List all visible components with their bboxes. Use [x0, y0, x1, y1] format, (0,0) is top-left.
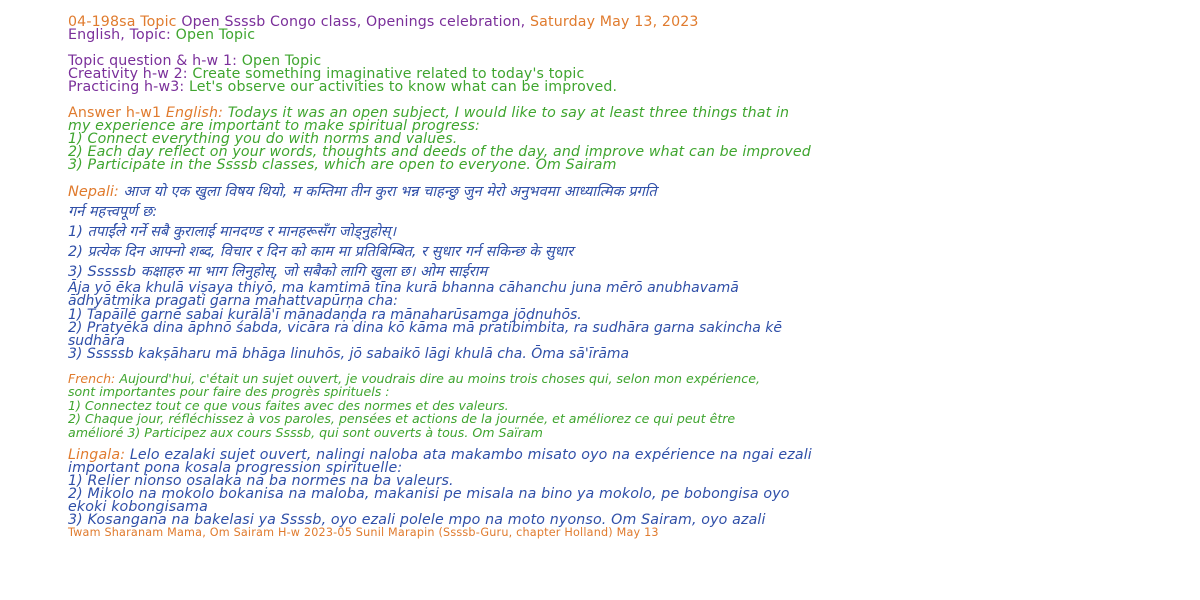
french-line: [68, 372, 1178, 386]
french-line: sont importantes pour faire des progrès spirituels :: [68, 384, 390, 400]
header-date: Saturday May 13, 2023: [530, 14, 699, 30]
footer-signature: Twam Sharanam Mama, Om Sairam H-w 2023-05 Sunil Marapin (Ssssb-Guru, chapter Holland) May 13: [68, 526, 659, 540]
french-line: 1) Connectez tout ce que vous faites avec des normes et des valeurs.: [68, 397, 509, 413]
english-line: my experience are important to make spiritual progress:: [68, 118, 480, 134]
transliteration-line: Āja yō ēka khulā viṣaya thiyō, ma kamtimā tīna kurā bhanna cāhanchu juna mērō anubhavamā: [68, 280, 739, 296]
homework-value: Let's observe our activities to know what can be improved.: [188, 79, 618, 95]
nepali-text: आज यो एक खुला विषय थियो, म कम्तिमा तीन कुरा भन्न चाहन्छु जुन मेरो अनुभवमा आध्यात्मिक प्रगति: [123, 184, 657, 200]
french-line: amélioré 3) Participez aux cours Ssssb, qui sont ouverts à tous. Om Saïram: [68, 424, 543, 440]
header-title: Open Ssssb Congo class, Openings celebration,: [181, 14, 526, 30]
english-text: Todays it was an open subject, I would like to say at least three things that in: [227, 105, 790, 121]
english-line: 2) Each day reflect on your words, thoughts and deeds of the day, and improve what can be improved: [68, 144, 811, 160]
lingala-line: 2) Mikolo na mokolo bokanisa na maloba, makanisi pe misala na bino ya mokolo, pe bobongisa oyo: [68, 486, 790, 503]
english-line: 1) Connect everything you do with norms and values.: [68, 131, 458, 147]
homework-label: Creativity h-w 2:: [68, 66, 188, 82]
transliteration-line: ādhyātmika pragati garna mahattvapūrṇa cha:: [68, 293, 398, 310]
lingala-line: 3) Kosangana na bakelasi ya Ssssb, oyo ezali polele mpo na moto nyonso. Om Sairam, oyo azali: [68, 512, 766, 529]
french-label: French:: [68, 370, 116, 386]
homework-item: [68, 81, 1178, 94]
lingala-label: Lingala:: [68, 447, 126, 464]
document-body: [68, 16, 1178, 539]
transliteration-line: sudhāra: [68, 333, 125, 350]
subheader-label: English, Topic:: [68, 27, 171, 43]
answer-label: Answer h-w1: [68, 105, 162, 121]
homework-label: Topic question & h-w 1:: [68, 53, 238, 69]
english-line: 3) Participate in the Ssssb classes, which are open to everyone. Om Sairam: [68, 157, 617, 173]
nepali-line: 1) तपाईंले गर्ने सबै कुरालाई मानदण्ड र मानहरूसँग जोड्नुहोस्।: [68, 224, 397, 240]
lingala-line: important pona kosala progression spirituelle:: [68, 460, 403, 477]
homework-value: Create something imaginative related to today's topic: [192, 66, 585, 82]
nepali-label: Nepali:: [68, 184, 119, 200]
spacer: [68, 172, 1178, 182]
subheader-value: Open Topic: [175, 27, 256, 43]
english-label: English:: [165, 105, 224, 121]
lingala-line: 1) Relier nionso osalaka na ba normes na ba valeurs.: [68, 473, 454, 490]
homework-value: Open Topic: [241, 53, 322, 69]
transliteration-line: 1) Tapāīlē garnē sabai kurālā'ī mānadaṇḍa ra mānaharūsamga jōḍnuhōs.: [68, 306, 582, 323]
lingala-text: Lelo ezalaki sujet ouvert, nalingi naloba ata makambo misato oyo na expérience na ngai ezali: [129, 447, 812, 464]
nepali-line: गर्न महत्त्वपूर्ण छ:: [68, 204, 158, 220]
french-line: 2) Chaque jour, réfléchissez à vos paroles, pensées et actions de la journée, et améliorez ce qui peut être: [68, 411, 736, 427]
nepali-line: [68, 182, 1178, 202]
subheader-line: [68, 29, 1178, 42]
french-text: Aujourd'hui, c'était un sujet ouvert, je voudrais dire au moins trois choses qui, selon mon expérience,: [119, 370, 760, 386]
transliteration-line: 2) Pratyēka dina āphnō śabda, vicāra ra dina kō kāma mā pratibimbita, ra sudhāra garna sakincha kē: [68, 319, 783, 336]
transliteration-line: 3) Sssssb kakṣāharu mā bhāga linuhōs, jō sabaikō lāgi khulā cha. Ōma sā'īrāma: [68, 346, 630, 363]
homework-label: Practicing h-w3:: [68, 79, 185, 95]
header-code: 04-198sa Topic: [68, 14, 177, 30]
lingala-line: ekoki kobongisama: [68, 499, 208, 516]
nepali-line: 2) प्रत्येक दिन आफ्नो शब्द, विचार र दिन को काम मा प्रतिबिम्बित, र सुधार गर्न सकिन्छ के सुधार: [68, 244, 574, 260]
nepali-line: 3) Sssssb कक्षाहरु मा भाग लिनुहोस्, जो सबैको लागि खुला छ। ओम साईराम: [68, 264, 488, 280]
